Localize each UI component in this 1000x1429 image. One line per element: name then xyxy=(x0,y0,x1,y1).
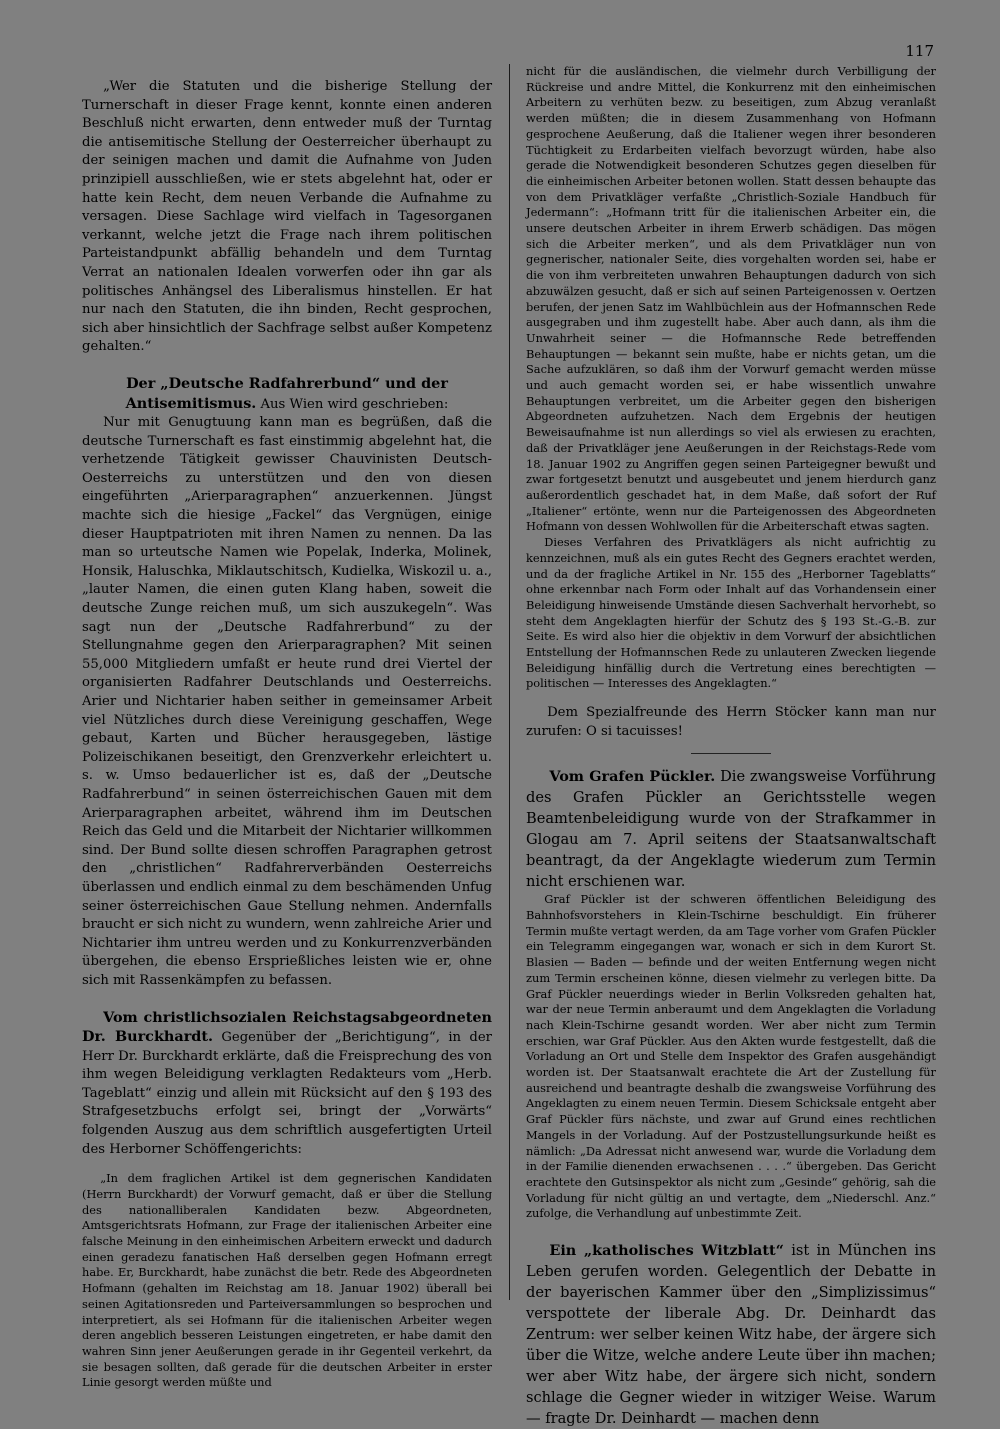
section-body-radfahrerbund: Nur mit Genugtuung kann man es begrüßen, daß die deutsche Turnerschaft es fast einstimmig abgelehnt hat, die verhetzende Tätigkeit gewisser Chauvinisten Deutsch-Oesterreichs zu unterstützen und den von diesen eingeführten „Arierparagraphen“ anzuerkennen. Jüngst machte sich die hiesige „Fackel“ das Vergnügen, einige dieser Hauptpatrioten mit ihren Namen zu nennen. Da las man so urteutsche Namen wie Popelak, Inderka, Molinek, Honsik, Haluschka, Miklautschitsch, Kudielka, Wiskozil u. a., „lauter Namen, die einen guten Klang haben, soweit die deutsche Zunge reichen muß, um sich auszukegeln“. Was sagt nun der „Deutsche Radfahrerbund“ zu der Stellungnahme gegen den Arierparagraphen? Mit seinen 55,000 Mitgliedern umfaßt er heute rund drei Viertel der organisierten Radfahrer Deutschlands und Oesterreichs. Arier und Nichtarier haben seither in gemeinsamer Arbeit viel Nützliches durch diese Vereinigung geschaffen, Wege gebaut, Karten und Bücher herausgegeben, lästige Polizeischikanen beseitigt, den Grenzverkehr erleichtert u. s. w. Umso bedauerlicher ist es, daß der „Deutsche Radfahrerbund“ in seinen österreichischen Gauen mit dem Arierparagraphen arbeitet, während ihm im Deutschen Reich das Geld und die Mitarbeit der Nichtarier willkommen sind. Der Bund sollte diesen schroffen Paragraphen getrost den „christlichen“ Radfahrerverbänden Oesterreichs überlassen und endlich einmal zu dem beschämenden Unfug seiner österreichischen Gaue Stellung nehmen. Andernfalls braucht er sich nicht zu wundern, wenn zahlreiche Arier und Nichtarier ihm untreu werden und zu Konkurrenzverbänden übergehen, die ebenso Ersprießliches leisten wie er, ohne sich mit Rassenkämpfen zu befassen. xyxy=(82,415,492,988)
section-burckhardt xyxy=(82,1009,492,1392)
section-quote-burckhardt: „In dem fraglichen Artikel ist dem gegnerischen Kandidaten (Herrn Burckhardt) der Vorwurf gemacht, daß er über die Stellung des nationalliberalen Kandidaten bezw. Abgeordneten, Amtsgerichtsrats Hofmann, zur Frage der italienischen Arbeiter eine falsche Meinung in den einheimischen Arbeitern erweckt und dadurch einen geradezu fanatischen Haß derselben gegen Hofmann erregt habe. Er, Burckhardt, habe zunächst die betr. Rede des Abgeordneten Hofmann (gehalten im Reichstag am 18. Januar 1902) überall bei seinen Agitationsreden und Parteiversammlungen so besprochen und interpretiert, als sei Hofmann für die italienischen Arbeiter wegen deren angeblich besseren Leistungen eingetreten, er habe damit den wahren Sinn jener Aeußerungen gerade in ihr Gegenteil verkehrt, da sie besagen sollten, daß gerade für die deutschen Arbeiter in erster Linie gesorgt werden müßte und xyxy=(82,1171,492,1390)
quote-continuation-2: Dieses Verfahren des Privatklägers als nicht aufrichtig zu kennzeichnen, muß als ein gutes Recht des Gegners erachtet werden, und da der fragliche Artikel in Nr. 155 des „Herborner Tageblatts“ ohne erkennbar nach Form oder Inhalt auf das Vorhandensein einer Beleidigung hinweisende Umstände diesen Sachverhalt hervorhebt, so steht dem Angeklagten hierfür der Schutz des § 193 St.-G.-B. zur Seite. Es wird also hier die objektiv in dem Vorwurf der absichtlichen Entstellung der Hofmannschen Rede zu unlauteren Zwecken liegende Beleidigung hinfällig durch die Vertretung eines berechtigten — politischen — Interesses des Angeklagten.“ xyxy=(526,535,936,691)
right-column xyxy=(526,64,936,1429)
section-body-pueckler: Graf Pückler ist der schweren öffentlichen Beleidigung des Bahnhofsvorstehers in Klein-Tschirne beschuldigt. Ein früherer Termin mußte vertagt werden, da am Tage vorher vom Grafen Pückler ein Telegramm eingegangen war, wonach er sich in dem Kurort St. Blasien — Baden — befinde und der weiten Entfernung wegen nicht zum Termin erscheinen könne, diesen vielmehr zu verlegen bitte. Da Graf Pückler neuerdings wieder in Berlin Volksreden gehalten hat, war der neue Termin anberaumt und dem Angeklagten die Vorladung nach Klein-Tschirne gesandt worden. Wer aber nicht zum Termin erschien, war Graf Pückler. Aus den Akten wurde festgestellt, daß die Vorladung an Ort und Stelle dem Inspektor des Grafen ausgehändigt worden ist. Der Staatsanwalt erachtete die Art der Zustellung für ausreichend und beantragte deshalb die zwangsweise Vorführung des Angeklagten zu einem neuen Termin. Diesem Schicksale entgeht aber Graf Pückler fürs nächste, und zwar auf Grund eines rechtlichen Mangels in der Vorladung. Auf der Postzustellungsurkunde heißt es nämlich: „Da Adressat nicht anwesend war, wurde die Vorladung dem in der Familie dienenden erwachsenen . . . .“ übergeben. Das Gericht erachtete den Gutsinspektor als nicht zum „Gesinde“ gehörig, sah die Vorladung für nicht gültig an und vertagte, dem „Niederschl. Anz.“ zufolge, die Verhandlung auf unbestimmte Zeit. xyxy=(526,892,936,1221)
section-title-witzblatt: Ein „katholisches Witzblatt“ xyxy=(549,1242,784,1260)
left-column xyxy=(82,78,492,1391)
section-body-witzblatt: ist in München ins Leben gerufen worden. Gelegentlich der Debatte in der bayerischen Kammer über den „Simplizissimus“ verspottete der liberale Abg. Dr. Deinhardt das Zentrum: wer selber keinen Witz habe, der ärgere sich über die Witze, welche andere Leute über ihn machen; wer aber Witz habe, der ärgere sich nicht, sondern schlage die Gegner wieder in witziger Weise. Warum — fragte Dr. Deinhardt — machen denn xyxy=(526,1242,936,1428)
section-pueckler xyxy=(526,766,936,1222)
section-title-pueckler: Vom Grafen Pückler. xyxy=(549,768,716,786)
section-body-burckhardt: Gegenüber der „Berichtigung“, in der Herr Dr. Burckhardt erklärte, daß die Freisprechung des von ihm wegen Beleidigung verklagten Redakteurs vom „Herb. Tageblatt“ einzig und allein mit Rücksicht auf den § 193 des Strafgesetzbuchs erfolgt sei, bringt der „Vorwärts“ folgenden Auszug aus dem schriftlich ausgefertigten Urteil des Herborner Schöffengerichts: xyxy=(82,1030,492,1157)
section-title-burckhardt: Vom christlichsozialen Reichstagsabgeordneten Dr. Burckhardt. xyxy=(82,1008,492,1046)
section-separator xyxy=(691,753,771,754)
page-number: 117 xyxy=(905,42,934,60)
quote-continuation: nicht für die ausländischen, die vielmehr durch Verbilligung der Rückreise und andre Mittel, die Konkurrenz mit den einheimischen Arbeitern zu verhüten bezw. zu beseitigen, zum Abzug veranlaßt werden müßten; die in diesem Zusammenhang von Hofmann gesprochene Aeußerung, daß die Italiener wegen ihrer besonderen Tüchtigkeit zu Erdarbeiten vielfach bevorzugt würden, habe also gerade die Notwendigkeit besonderen Schutzes gegen dieselben für die einheimischen Arbeiter betonen wollen. Statt dessen behaupte das von dem Privatkläger verfaßte „Christlich-Soziale Handbuch für Jedermann“: „Hofmann tritt für die italienischen Arbeiter ein, die unsere deutschen Arbeiter in ihrem Erwerb schädigen. Das mögen sich die Arbeiter merken“, und als dem Privatkläger nun von gegnerischer, nationaler Seite, dies vorgehalten worden sei, habe er die von ihm verbreiteten unwahren Behauptungen dadurch von sich abzuwälzen gesucht, daß er sich auf seinen Parteigenossen v. Oertzen berufen, der jenen Satz im Wahlbüchlein aus der Hofmannschen Rede ausgegraben und ihm zugestellt habe. Aber auch dann, als ihm die Unwahrheit seiner — die Hofmannsche Rede betreffenden Behauptungen — bekannt sein mußte, habe er nichts getan, um die Sache aufzuklären, so daß ihm der Vorwurf gemacht werden müsse und auch gemacht worden sei, er habe wissentlich unwahre Behauptungen verbreitet, um die Arbeiter gegen den bisherigen Abgeordneten aufzuhetzen. Nach dem Ergebnis der heutigen Beweisaufnahme ist nun allerdings so viel als erwiesen zu erachten, daß der Privatkläger jene Aeußerungen in der Reichstags-Rede vom 18. Januar 1902 zu Angriffen gegen seinen Parteigegner bewußt und zwar fortgesetzt benutzt und ausgebeutet und jenem hierdurch ganz außerordentlich geschadet hat, in dem Maße, daß sofort der Ruf „Italiener“ ertönte, wenn nur die Parteigenossen des Abgeordneten Hofmann von dessen Wohlwollen für die Arbeiterschaft etwas sagten. xyxy=(526,64,936,534)
section-witzblatt xyxy=(526,1240,936,1429)
column-divider xyxy=(509,64,510,1300)
section-title-radfahrerbund: Der „Deutsche Radfahrerbund“ und der Antisemitismus. xyxy=(125,374,448,412)
closing-remark: Dem Spezialfreunde des Herrn Stöcker kann man nur zurufen: O si tacuisses! xyxy=(526,705,936,739)
quote-paragraph: „Wer die Statuten und die bisherige Stellung der Turnerschaft in dieser Frage kennt, konnte einen anderen Beschluß nicht erwarten, denn entweder muß der Turntag die antisemitische Stellung der Oesterreicher überhaupt zu der seinigen machen und damit die Aufnahme von Juden prinzipiell ausschließen, wie er stets abgelehnt hat, oder er hatte kein Recht, dem neuen Verbande die Aufnahme zu versagen. Diese Sachlage wird vielfach in Tagesorganen verkannt, welche jetzt die Frage nach ihrem politischen Parteistandpunkt abfällig behandeln und dem Turntag Verrat an nationalen Idealen vorwerfen oder ihn gar als politisches Anhängsel des Liberalismus hinstellen. Er hat nur nach den Statuten, die ihn binden, Recht gesprochen, sich aber hinsichtlich der Sachfrage selbst außer Kompetenz gehalten.“ xyxy=(82,79,492,355)
section-lead-pueckler: Die zwangsweise Vorführung des Grafen Pückler an Gerichtsstelle wegen Beamtenbeleidigung wurde von der Strafkammer in Glogau am 7. April seitens der Staatsanwaltschaft beantragt, da der Angeklagte wiederum zum Termin nicht erschienen war. xyxy=(526,768,936,891)
section-lead-radfahrerbund: Aus Wien wird geschrieben: xyxy=(256,396,449,412)
section-radfahrerbund xyxy=(82,375,492,991)
